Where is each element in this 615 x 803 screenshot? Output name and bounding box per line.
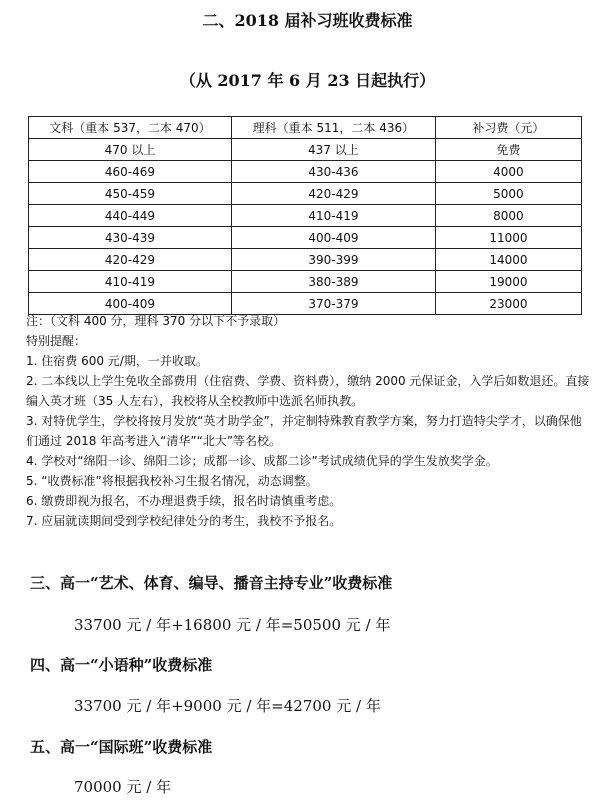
cell-liberal-arts: 470 以上 [29, 139, 232, 161]
table-row [29, 139, 582, 161]
section-heading-languages: 四、高一“小语种”收费标准 [30, 656, 213, 674]
table-row [29, 205, 582, 227]
document-title: 二、2018 届补习班收费标准 [202, 11, 413, 30]
cell-fee: 5000 [435, 183, 581, 205]
table-row [29, 183, 582, 205]
table-row [29, 271, 582, 293]
cell-liberal-arts: 410-419 [29, 271, 232, 293]
section-heading-arts: 三、高一“艺术、体育、编导、播音主持专业”收费标准 [30, 574, 393, 592]
cell-fee: 11000 [435, 227, 581, 249]
table-row [29, 227, 582, 249]
admission-note: 注：（文科 400 分，理科 370 分以下不予录取） [26, 314, 286, 328]
cell-science: 380-389 [231, 271, 435, 293]
cell-science: 420-429 [231, 183, 435, 205]
table-row [29, 161, 582, 183]
cell-fee: 8000 [435, 205, 581, 227]
cell-science: 430-436 [231, 161, 435, 183]
cell-liberal-arts: 450-459 [29, 183, 232, 205]
cell-liberal-arts: 430-439 [29, 227, 232, 249]
header-science: 理科（重本 511，二本 436） [231, 117, 435, 139]
cell-fee: 14000 [435, 249, 581, 271]
header-liberal-arts: 文科（重本 537，二本 470） [29, 117, 232, 139]
header-fee: 补习费（元） [435, 117, 581, 139]
cell-fee: 23000 [435, 293, 581, 315]
cell-liberal-arts: 400-409 [29, 293, 232, 315]
fee-table [28, 116, 582, 315]
cell-science: 410-419 [231, 205, 435, 227]
reminder-item: 4. 学校对“绵阳一诊、绵阳二诊；成都一诊、成都二诊”考试成绩优异的学生发放奖学金。 [26, 454, 498, 468]
section-formula-arts: 33700 元 / 年+16800 元 / 年=50500 元 / 年 [74, 616, 391, 634]
cell-liberal-arts: 420-429 [29, 249, 232, 271]
reminder-item: 2. 二本线以上学生免收全部费用（住宿费、学费、资料费），缴纳 2000 元保证金，入学后如数退还。直接编入英才班（35 人左右），我校将从全校教师中选派名师执教。 [26, 374, 590, 408]
cell-liberal-arts: 440-449 [29, 205, 232, 227]
reminder-item: 7. 应届就读期间受到学校纪律处分的考生，我校不予报名。 [26, 514, 342, 528]
section-formula-international: 70000 元 / 年 [74, 778, 172, 796]
table-row [29, 249, 582, 271]
reminder-item: 1. 住宿费 600 元/期，一并收取。 [26, 354, 208, 368]
cell-fee: 4000 [435, 161, 581, 183]
cell-fee: 19000 [435, 271, 581, 293]
cell-science: 390-399 [231, 249, 435, 271]
notes-block [26, 311, 592, 531]
cell-science: 400-409 [231, 227, 435, 249]
reminder-item: 6. 缴费即视为报名，不办理退费手续，报名时请慎重考虑。 [26, 494, 342, 508]
section-formula-languages: 33700 元 / 年+9000 元 / 年=42700 元 / 年 [74, 697, 381, 715]
section-heading-international: 五、高一“国际班”收费标准 [30, 738, 213, 756]
table-header-row [29, 117, 582, 139]
cell-fee: 免费 [435, 139, 581, 161]
document-subtitle: （从 2017 年 6 月 23 日起执行） [179, 71, 436, 90]
cell-science: 370-379 [231, 293, 435, 315]
cell-liberal-arts: 460-469 [29, 161, 232, 183]
reminder-item: 5. “收费标准”将根据我校补习生报名情况，动态调整。 [26, 474, 318, 488]
reminder-item: 3. 对特优学生，学校将按月发放“英才助学金”，并定制特殊教育教学方案，努力打造特尖学才，以确保他们通过 2018 年高考进入“清华”“北大”等名校。 [26, 414, 582, 448]
cell-science: 437 以上 [231, 139, 435, 161]
reminder-label: 特别提醒： [26, 334, 87, 348]
